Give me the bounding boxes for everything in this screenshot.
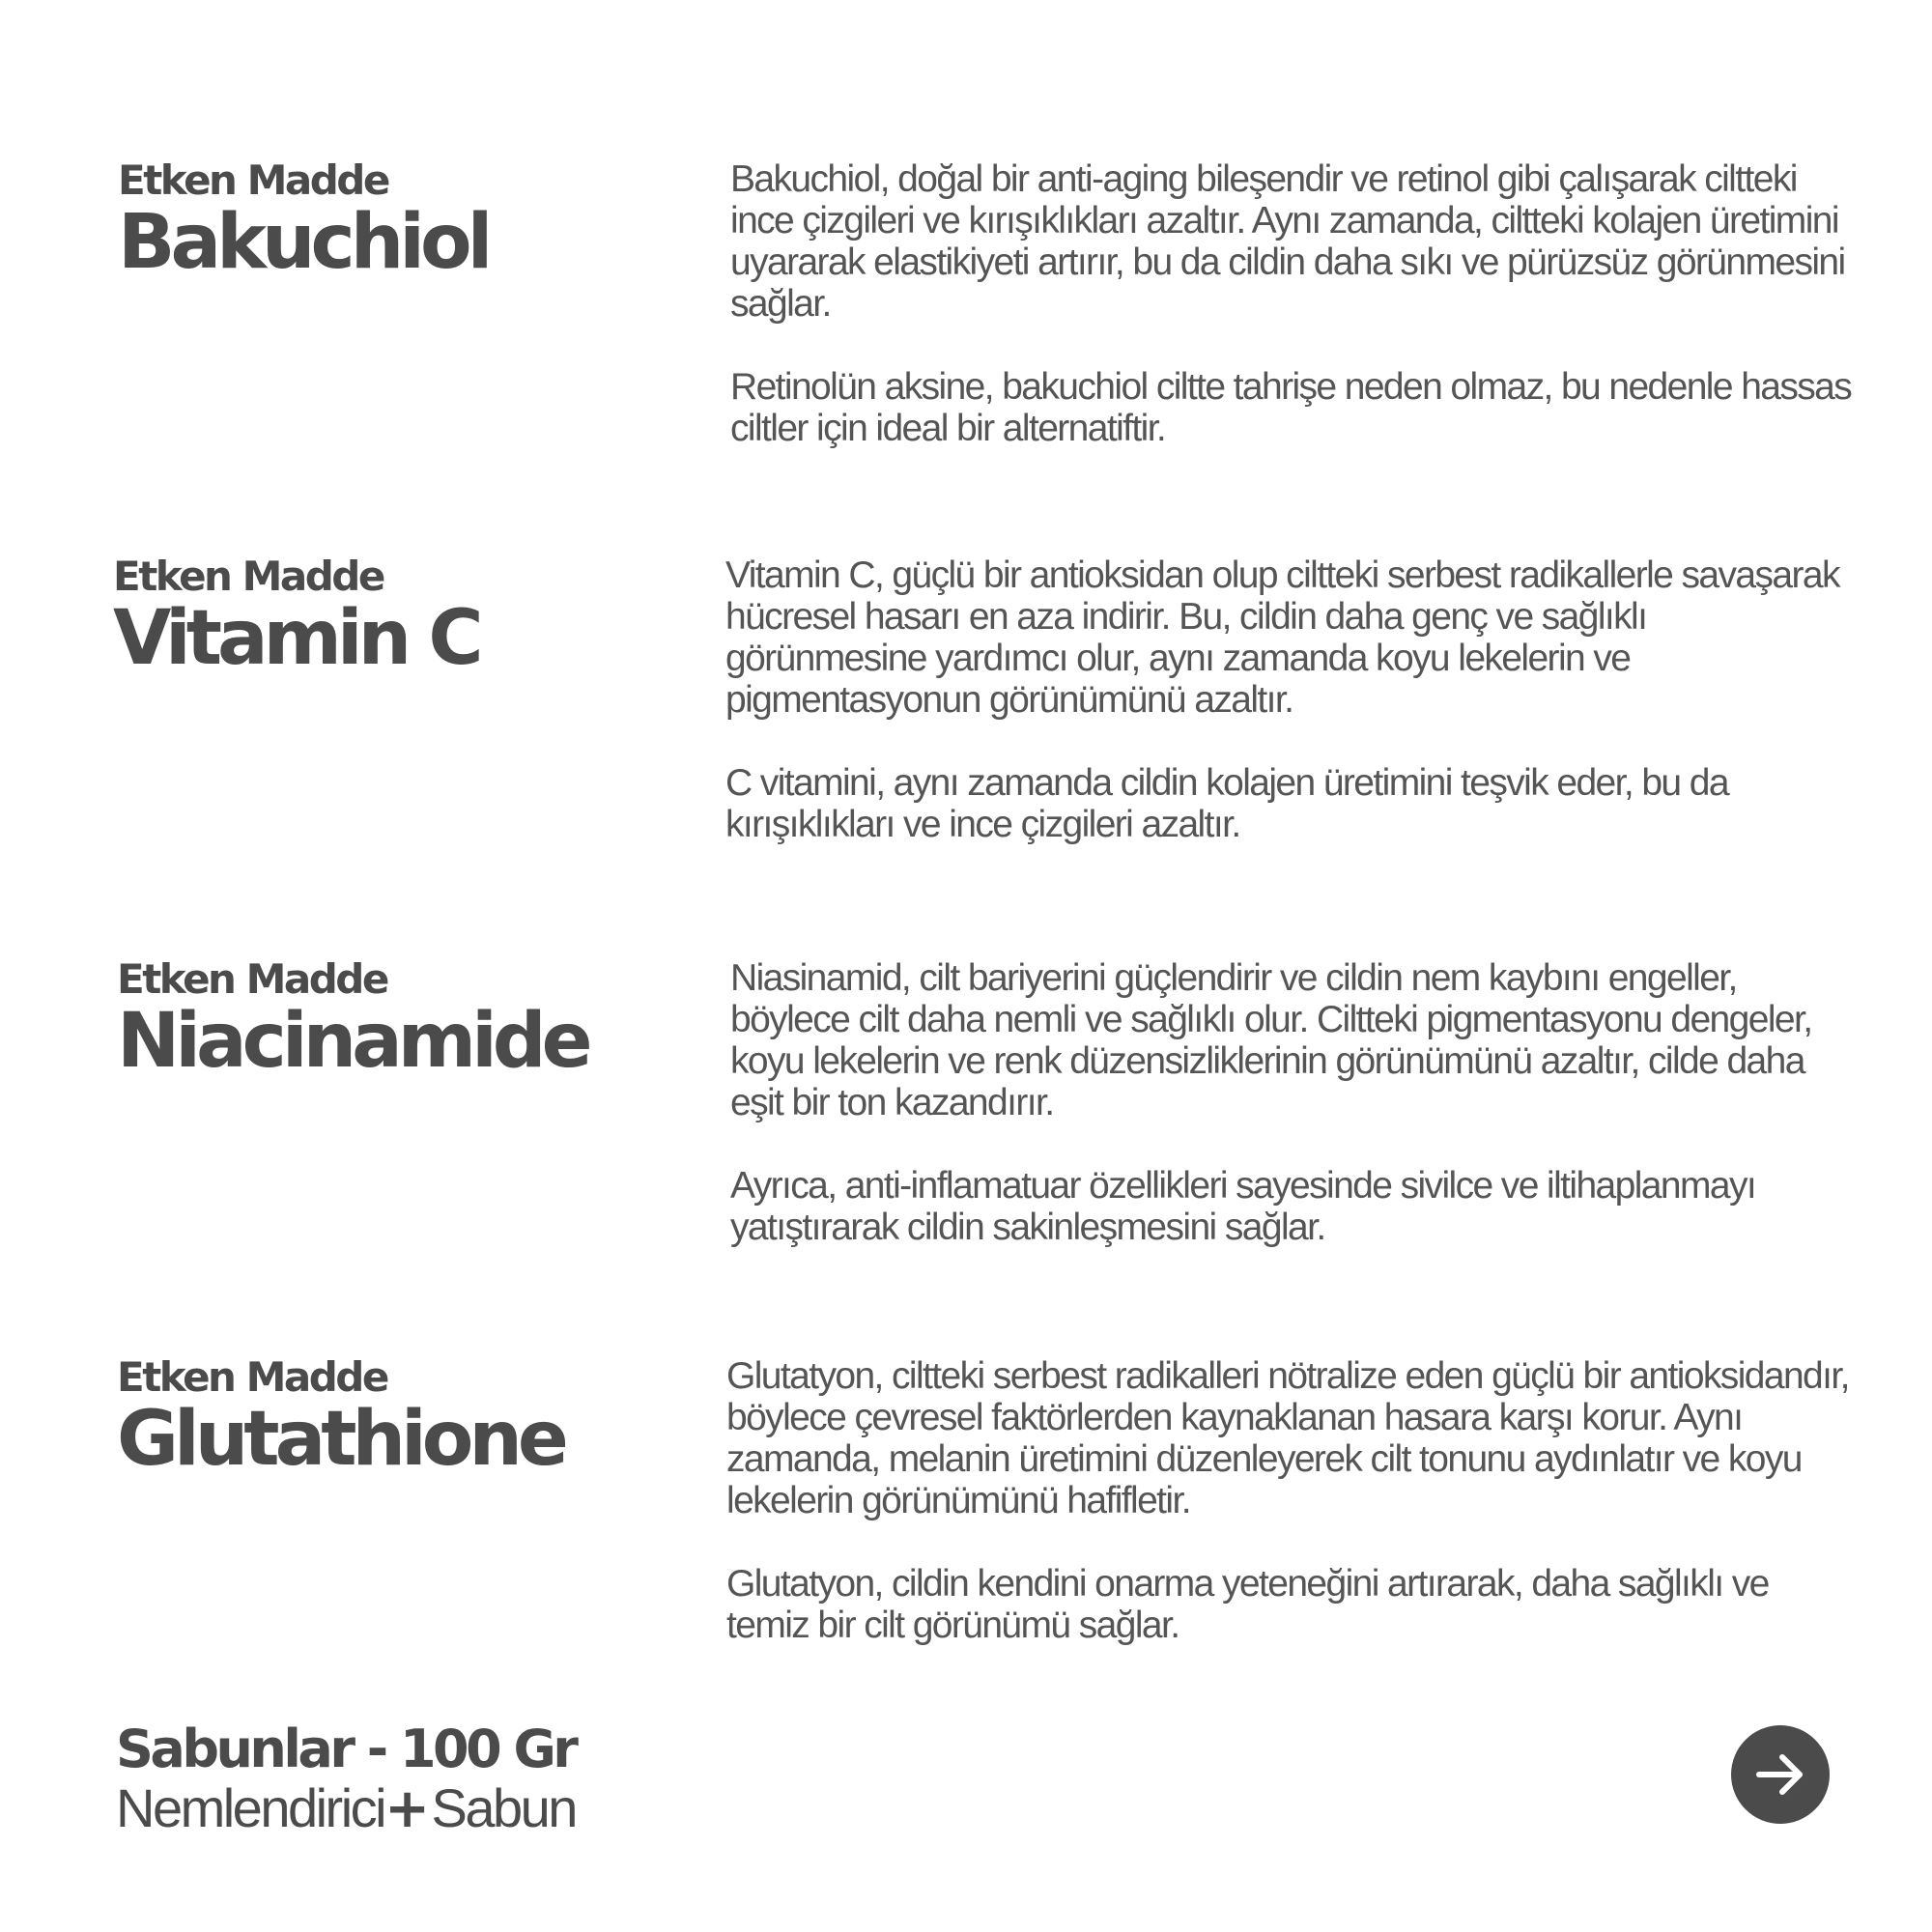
eyebrow-label: Etken Madde (117, 1353, 387, 1401)
description-paragraph: C vitamini, aynı zamanda cildin kolajen üretimini teşvik eder, bu da kırışıklıkları ve ince çizgileri azaltır. (725, 762, 1728, 845)
ingredient-name: Glutathione (117, 1396, 564, 1483)
description-paragraph: Bakuchiol, doğal bir anti-aging bileşendir ve retinol gibi çalışarak ciltteki ince çizgileri ve kırışıklıkları azaltır. Aynı zamanda, ciltteki kolajen üretimini uyararak elastikiyeti artırır, bu da cildin daha sıkı ve pürüzsüz görünmesini sağlar. (730, 158, 1845, 325)
product-footer (116, 1721, 576, 1838)
subtitle-right: Sabun (431, 1777, 576, 1838)
description-paragraph: Glutatyon, cildin kendini onarma yeteneğini artırarak, daha sağlıklı ve temiz bir cilt görünümü sağlar. (726, 1563, 1769, 1646)
eyebrow-label: Etken Madde (113, 553, 384, 600)
ingredient-description (730, 158, 1861, 491)
ingredient-description (730, 957, 1861, 1290)
ingredient-description (725, 554, 1856, 887)
ingredient-title-block (117, 1353, 564, 1483)
ingredient-name: Niacinamide (117, 998, 588, 1085)
ingredient-name: Bakuchiol (118, 199, 489, 286)
ingredient-title-block (113, 553, 479, 682)
ingredient-name: Vitamin C (113, 595, 479, 682)
ingredient-title-block (118, 156, 489, 286)
ingredient-title-block (117, 955, 588, 1085)
next-button[interactable] (1731, 1725, 1830, 1824)
description-paragraph: Niasinamid, cilt bariyerini güçlendirir ve cildin nem kaybını engeller, böylece cilt daha nemli ve sağlıklı olur. Ciltteki pigmentasyonu dengeler, koyu lekelerin ve renk düzensizliklerinin görünümünü azaltır, cilde daha eşit bir ton kazandırır. (730, 957, 1812, 1123)
description-paragraph: Ayrıca, anti-inflamatuar özellikleri sayesinde sivilce ve iltihaplanmayı yatıştırarak cildin sakinleşmesini sağlar. (730, 1165, 1756, 1248)
eyebrow-label: Etken Madde (117, 955, 387, 1003)
description-paragraph: Retinolün aksine, bakuchiol ciltte tahrişe neden olmaz, bu nedenle hassas ciltler için ideal bir alternatiftir. (730, 366, 1852, 449)
eyebrow-label: Etken Madde (118, 156, 388, 204)
product-title: Sabunlar - 100 Gr (116, 1719, 576, 1779)
plus-icon: + (384, 1777, 428, 1840)
product-subtitle (116, 1779, 576, 1838)
description-paragraph: Glutatyon, ciltteki serbest radikalleri nötralize eden güçlü bir antioksidandır, böylece çevresel faktörlerden kaynaklanan hasara karşı korur. Aynı zamanda, melanin üretimini düzenleyerek cilt tonunu aydınlatır ve koyu lekelerin görünümünü hafifletir. (726, 1355, 1849, 1521)
subtitle-left: Nemlendirici (116, 1777, 385, 1838)
arrow-right-icon (1751, 1746, 1809, 1804)
description-paragraph: Vitamin C, güçlü bir antioksidan olup ciltteki serbest radikallerle savaşarak hücresel hasarı en aza indirir. Bu, cildin daha genç ve sağlıklı görünmesine yardımcı olur, aynı zamanda koyu lekelerin ve pigmentasyonun görünümünü azaltır. (725, 554, 1839, 721)
ingredient-description (726, 1355, 1857, 1688)
